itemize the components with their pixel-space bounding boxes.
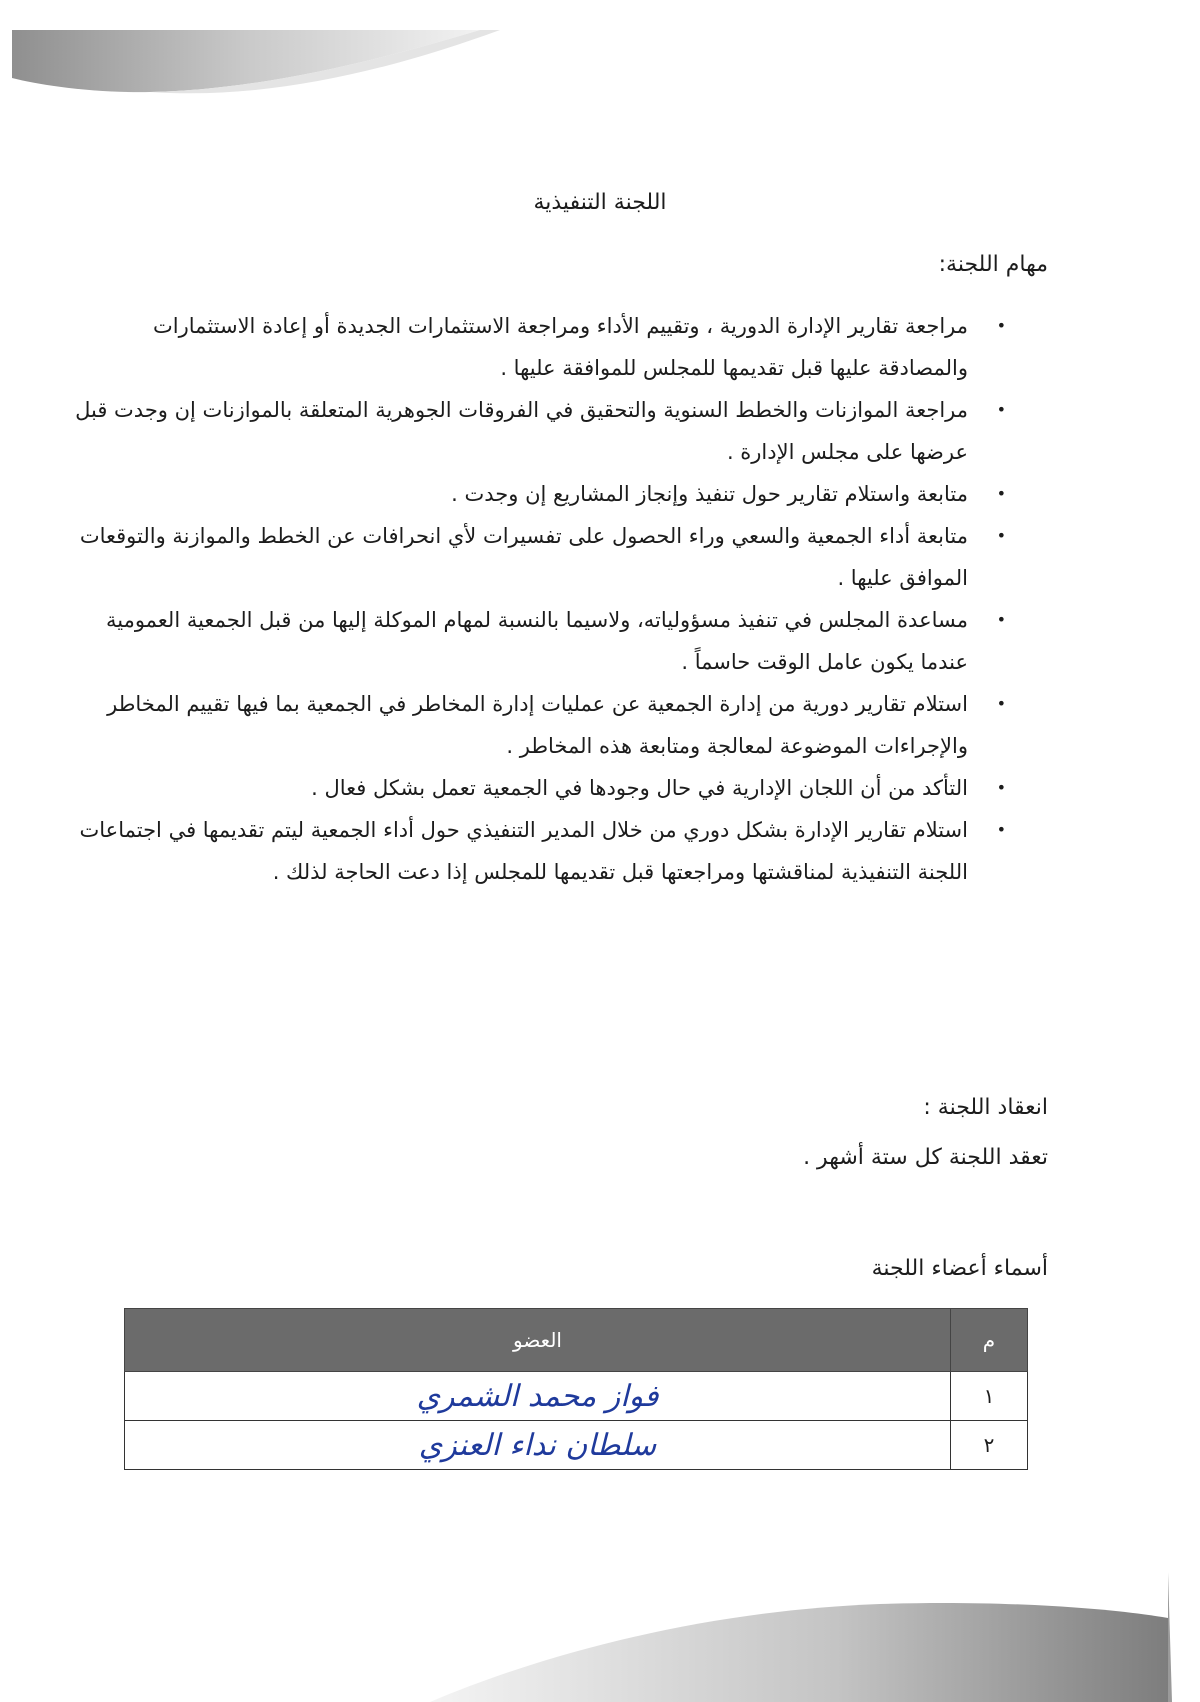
bullet-icon: • — [996, 484, 1006, 503]
task-item — [58, 305, 1006, 389]
document-title: اللجنة التنفيذية — [533, 190, 667, 215]
meeting-text: تعقد اللجنة كل ستة أشهر . — [803, 1145, 1048, 1170]
column-header-number: م — [951, 1309, 1028, 1372]
table-header-row — [125, 1309, 1028, 1372]
task-text: مساعدة المجلس في تنفيذ مسؤولياته، ولاسيما بالنسبة لمهام الموكلة إليها من قبل الجمعية العمومية عندما يكون عامل الوقت حاسماً . — [105, 608, 968, 674]
task-text: متابعة واستلام تقارير حول تنفيذ وإنجاز المشاريع إن وجدت . — [451, 482, 968, 506]
members-heading: أسماء أعضاء اللجنة — [871, 1256, 1048, 1281]
task-item — [58, 599, 1006, 683]
bullet-icon: • — [996, 316, 1006, 335]
task-text: استلام تقارير دورية من إدارة الجمعية عن عمليات إدارة المخاطر في الجمعية بما فيها تقييم المخاطر والإجراءات الموضوعة لمعالجة ومتابعة هذه المخاطر . — [107, 692, 968, 758]
task-text: استلام تقارير الإدارة بشكل دوري من خلال المدير التنفيذي حول أداء الجمعية ليتم تقديمها في اجتماعات اللجنة التنفيذية لمناقشتها ومراجعتها قبل تقديمها للمجلس إذا دعت الحاجة لذلك . — [79, 818, 968, 884]
task-item — [58, 809, 1006, 893]
bullet-icon: • — [996, 694, 1006, 713]
tasks-heading: مهام اللجنة: — [938, 252, 1048, 277]
member-name-handwritten: فواز محمد الشمري — [125, 1372, 951, 1421]
tasks-list — [58, 305, 1006, 893]
bullet-icon: • — [996, 526, 1006, 545]
footer-wave-decoration — [0, 1552, 1200, 1702]
bullet-icon: • — [996, 610, 1006, 629]
task-text: مراجعة الموازنات والخطط السنوية والتحقيق في الفروقات الجوهرية المتعلقة بالموازنات إن وجدت قبل عرضها على مجلس الإدارة . — [75, 398, 968, 464]
members-table — [124, 1308, 1028, 1470]
task-text: التأكد من أن اللجان الإدارية في حال وجودها في الجمعية تعمل بشكل فعال . — [311, 776, 968, 800]
meeting-heading: انعقاد اللجنة : — [923, 1095, 1048, 1120]
task-item — [58, 515, 1006, 599]
member-name-handwritten: سلطان نداء العنزي — [125, 1421, 951, 1470]
task-item — [58, 389, 1006, 473]
table-row — [125, 1372, 1028, 1421]
bullet-icon: • — [996, 400, 1006, 419]
task-text: متابعة أداء الجمعية والسعي وراء الحصول على تفسيرات لأي انحرافات عن الخطط والموازنة والتوقعات الموافق عليها . — [79, 524, 968, 590]
header-wave-decoration — [0, 0, 1200, 140]
column-header-member: العضو — [125, 1309, 951, 1372]
task-item — [58, 767, 1006, 809]
task-text: مراجعة تقارير الإدارة الدورية ، وتقييم الأداء ومراجعة الاستثمارات الجديدة أو إعادة الاستثمارات والمصادقة عليها قبل تقديمها للمجلس للموافقة عليها . — [153, 314, 968, 380]
table-row — [125, 1421, 1028, 1470]
task-item — [58, 683, 1006, 767]
member-number: ١ — [951, 1372, 1028, 1421]
bullet-icon: • — [996, 778, 1006, 797]
task-item — [58, 473, 1006, 515]
member-number: ٢ — [951, 1421, 1028, 1470]
bullet-icon: • — [996, 820, 1006, 839]
